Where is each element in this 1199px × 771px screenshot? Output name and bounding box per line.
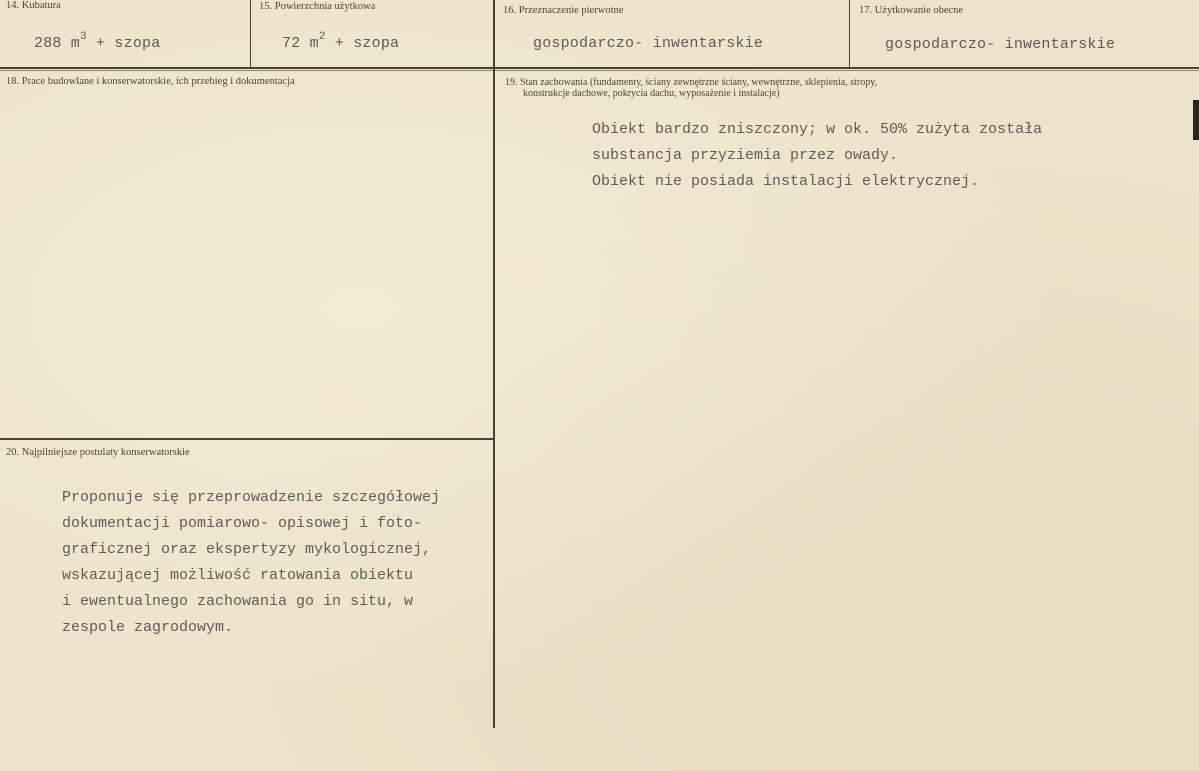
field-20-line: graficznej oraz ekspertyzy mykologicznej, bbox=[62, 541, 432, 558]
field-19-label-line1: 19. Stan zachowania (fundamenty, ściany zewnętrzne ściany, wewnętrzne, sklepienia, stropy, bbox=[505, 77, 878, 88]
field-15-number: 72 m bbox=[282, 35, 319, 52]
field-14-rest: + szopa bbox=[86, 35, 161, 52]
field-16-value: gospodarczo- inwentarskie bbox=[533, 35, 764, 52]
divider-col-1 bbox=[250, 0, 251, 68]
field-19-line: substancja przyziemia przez owady. bbox=[592, 147, 899, 164]
field-15-label: 15. Powierzchnia użytkowa bbox=[259, 1, 376, 12]
field-14-value bbox=[34, 33, 160, 52]
field-15-value bbox=[282, 33, 399, 52]
field-20-line: dokumentacji pomiarowo- opisowej i foto- bbox=[62, 515, 423, 532]
field-14-number: 288 m bbox=[34, 35, 81, 52]
field-19-text bbox=[592, 117, 1042, 195]
field-20-line: i ewentualnego zachowania go in situ, w bbox=[62, 593, 414, 610]
field-17-value: gospodarczo- inwentarskie bbox=[885, 36, 1116, 53]
field-16-label: 16. Przeznaczenie pierwotne bbox=[503, 5, 624, 16]
divider-left-mid bbox=[0, 438, 494, 440]
field-19-line: Obiekt bardzo zniszczony; w ok. 50% zużyta została bbox=[592, 121, 1043, 138]
field-15-exponent: 2 bbox=[318, 31, 326, 43]
card-edge-shadow bbox=[1193, 100, 1199, 140]
field-19-line: Obiekt nie posiada instalacji elektrycznej. bbox=[592, 173, 980, 190]
divider-top-row-bottom bbox=[0, 67, 1199, 69]
field-20-line: zespole zagrodowym. bbox=[62, 619, 234, 636]
field-20-label: 20. Najpilniejsze postulaty konserwatorskie bbox=[6, 447, 190, 458]
field-17-label: 17. Użytkowanie obecne bbox=[859, 5, 964, 16]
field-20-text bbox=[62, 485, 440, 641]
field-20-line: wskazującej możliwość ratowania obiektu bbox=[62, 567, 414, 584]
field-18-label: 18. Prace budowlane i konserwatorskie, ich przebieg i dokumentacja bbox=[6, 76, 295, 87]
divider-col-3 bbox=[849, 0, 850, 68]
field-19-label-line2: konstrukcje dachowe, pokrycia dachu, wyposażenie i instalacje) bbox=[523, 88, 780, 99]
field-14-exponent: 3 bbox=[80, 31, 87, 43]
field-15-rest: + szopa bbox=[325, 35, 400, 52]
divider-top-row-bottom-2 bbox=[0, 70, 1199, 71]
field-14-label: 14. Kubatura bbox=[6, 0, 61, 11]
divider-col-2 bbox=[493, 0, 495, 728]
field-20-line: Proponuje się przeprowadzenie szczegółowej bbox=[62, 489, 441, 506]
